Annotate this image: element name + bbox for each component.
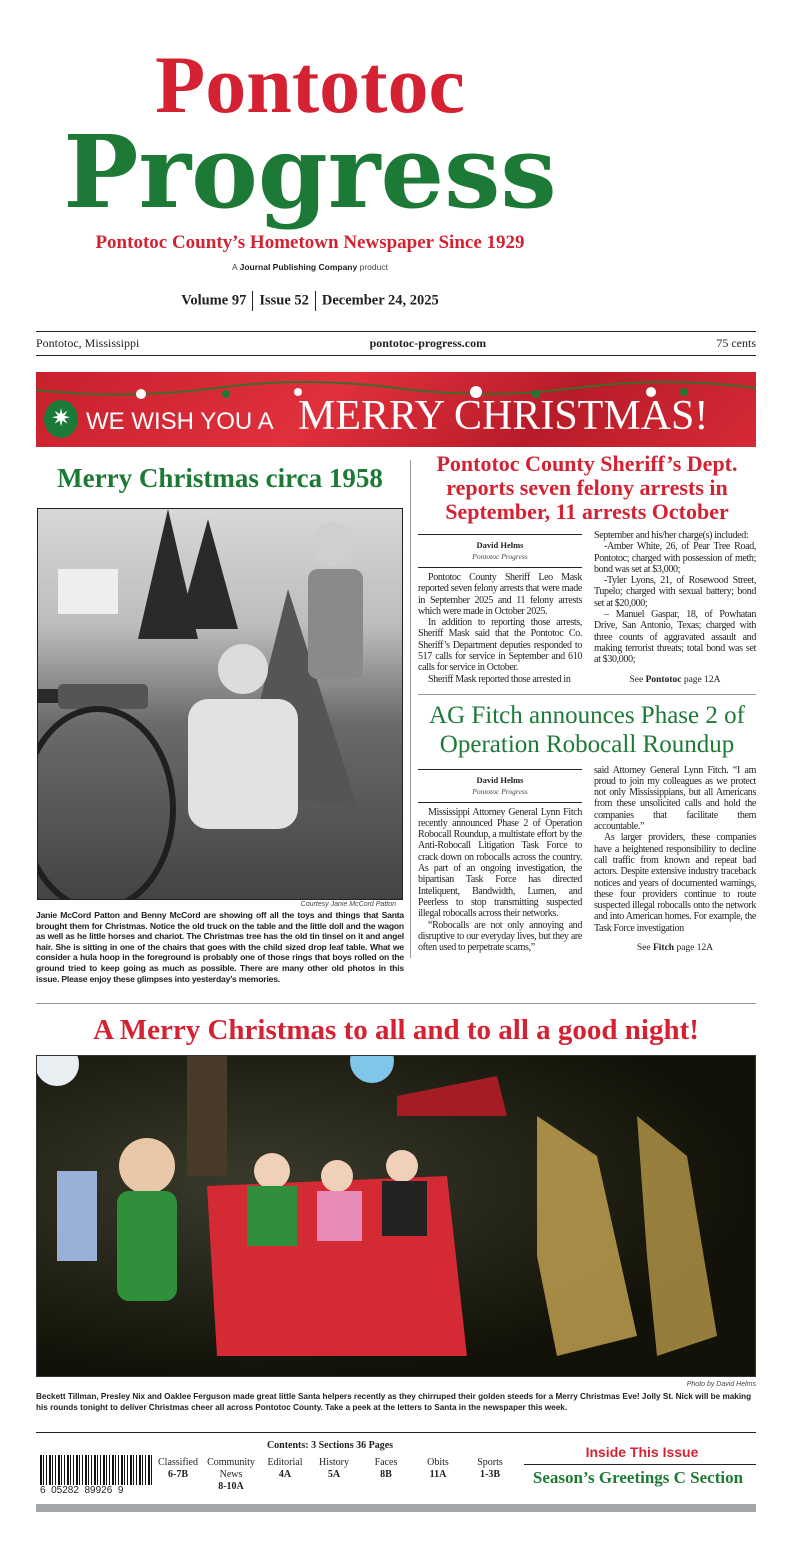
sheriff-body-col1 [418, 572, 582, 685]
feature-headline: Merry Christmas circa 1958 [57, 463, 383, 493]
paragraph: -Tyler Lyons, 21, of Rosewood Street, Tupelo; charged with sexual battery; bond set at $20,000; [594, 575, 756, 609]
jump-page: page 12A [676, 943, 714, 954]
jump-link[interactable] [594, 942, 756, 954]
toc-page: 11A [429, 1469, 447, 1480]
sheriff-col2 [594, 530, 756, 686]
robocall-col2 [594, 765, 756, 954]
jump-word: Pontotoc [645, 674, 682, 685]
divider [36, 355, 756, 356]
divider [524, 1464, 756, 1465]
paragraph: “Robocalls are not only annoying and disruptive to our everyday lives, but they are often used to perpetrate scams,” [418, 919, 582, 954]
toc-page: 8-10A [218, 1481, 244, 1492]
column-divider [410, 460, 411, 958]
divider [252, 291, 253, 311]
banner-wish-text: WE WISH YOU A [86, 408, 274, 435]
photo-image [37, 1056, 756, 1377]
publisher-name: Journal Publishing Company [239, 262, 358, 272]
paragraph: Mississippi Attorney General Lynn Fitch recently announced Phase 2 of Operation Robocall Roundup, a multistate effort by the Anti-Robocall Litigation Task Force to crack down on robocalls across the country. As part of an ongoing investigation, the bipartisan Task Force has directed Inteliquent, Bandwidth, Lumen, and Peerless to stop transmitting suspected illegal robocalls across their networks. [418, 806, 582, 920]
toc-page: 8B [380, 1469, 392, 1480]
toc-label: Classified [158, 1457, 198, 1468]
paragraph: – Manuel Gaspar, 18, of Powhatan Drive, San Antonio, Texas; charged with three counts of aggravated assault and making terrorist threats; total bond was set at $30,000; [594, 609, 756, 666]
inside-issue-title: Inside This Issue [585, 1444, 699, 1460]
author: David Helms [476, 774, 524, 785]
paragraph: -Amber White, 26, of Pear Tree Road, Pontotoc; charged with possession of meth; bond was set at $3,000; [594, 541, 756, 575]
robocall-body-col2 [594, 765, 756, 934]
paragraph: Pontotoc County Sheriff Leo Mask reported seven felony arrests that were made in September 2025 and 11 felony arrests which were made in October 2025. [418, 572, 582, 617]
jump-word: Fitch [652, 943, 675, 954]
sleigh-photo [36, 1055, 756, 1377]
toc-item[interactable] [204, 1457, 258, 1493]
divider [36, 331, 756, 332]
outlet: Pontotoc Progress [472, 786, 528, 796]
toc-label: Faces [374, 1457, 398, 1468]
website-link[interactable]: pontotoc-progress.com [369, 336, 487, 350]
outlet: Pontotoc Progress [472, 552, 528, 561]
vintage-christmas-photo [37, 508, 403, 900]
robocall-article [418, 765, 756, 954]
paragraph: In addition to reporting those arrests, Sheriff Mask said that the Pontotoc Co. Sheriff’s Department deputies responded to 517 calls for service in September and 610 calls for service in October. [418, 617, 582, 674]
byline [418, 769, 582, 803]
volume-number: Volume 97 [181, 292, 247, 309]
masthead-title-top: Pontotoc [155, 39, 465, 130]
issue-date: December 24, 2025 [321, 292, 439, 309]
toc-label: Obits [427, 1457, 449, 1468]
barcode-digits: 6 05282 89926 9 [40, 1485, 124, 1496]
location: Pontotoc, Mississippi [36, 336, 140, 350]
toc-item[interactable] [420, 1457, 456, 1481]
photo-credit: Courtesy Janie McCord Patton [300, 901, 396, 908]
sheriff-headline[interactable]: Pontotoc County Sheriff’s Dept. reports seven felony arrests in September, 11 arrests October [436, 451, 738, 524]
publisher-suffix: product [359, 262, 388, 272]
author: David Helms [476, 540, 524, 550]
location-row [36, 336, 756, 351]
robocall-headline[interactable]: AG Fitch announces Phase 2 of Operation Robocall Roundup [429, 701, 745, 758]
divider [315, 291, 316, 311]
toc-label: Sports [477, 1457, 503, 1468]
inside-issue-item[interactable]: Season’s Greetings C Section [532, 1468, 744, 1487]
photo-caption: Janie McCord Patton and Benny McCord are showing off all the toys and things that Santa brought them for Christmas. Notice the old truck on the table and the little doll and the wagon as well as he little horses and chariot. The Christmas tree has the old tin tinsel on it and angel hair. She is sitting in one of the chairs that goes with the child sized drop leaf table. What we consider a hula hoop in the foreground is probably one of those rings that boys rolled on the ground tried to keep going as much as possible. There are many other old photos in this issue. Please enjoy these glimpses into yesterday’s memories. [36, 910, 404, 984]
issue-info [60, 291, 560, 311]
masthead-tagline: Pontotoc County’s Hometown Newspaper Since 1929 [95, 232, 525, 253]
toc-item[interactable] [262, 1457, 308, 1481]
toc-label: Editorial [267, 1457, 303, 1468]
christmas-banner [36, 372, 756, 447]
issue-number: Issue 52 [259, 292, 309, 309]
ornament-star-icon: ✷ [44, 400, 78, 438]
divider [36, 1003, 756, 1004]
footer-bar [36, 1504, 756, 1512]
jump-link[interactable] [594, 674, 756, 686]
toc-label: History [319, 1457, 349, 1468]
publisher-line [60, 262, 560, 272]
divider [418, 694, 756, 695]
barcode [40, 1455, 152, 1495]
sheriff-body-col2 [594, 530, 756, 666]
masthead-title-bottom: Progress [63, 113, 557, 231]
divider [36, 1432, 756, 1433]
toc-item[interactable] [312, 1457, 356, 1481]
right-column [418, 452, 756, 954]
jump-page: page 12A [683, 674, 721, 685]
lead-headline: A Merry Christmas to all and to all a good night! [93, 1014, 699, 1046]
publisher-prefix: A [232, 262, 238, 272]
contents-summary: Contents: 3 Sections 36 Pages [266, 1440, 394, 1451]
photo-caption: Beckett Tillman, Presley Nix and Oaklee Ferguson made great little Santa helpers recently as they chirruped their golden steeds for a Merry Christmas Eve! Jolly St. Nick will be making his rounds tonight to deliver Christmas cheer all across Pontotoc County. Take a peek at the letters to Santa in the newspaper this week. [36, 1392, 752, 1412]
byline [418, 534, 582, 568]
price: 75 cents [716, 336, 756, 350]
toc-page: 1-3B [480, 1469, 500, 1480]
barcode-bars [40, 1455, 152, 1485]
paragraph: said Attorney General Lynn Fitch. “I am proud to join my colleagues as we protect not only Mississippians, but all Americans from these unsolicited calls and hold the companies that facilitate them accountable.” [594, 764, 756, 833]
paragraph: As larger providers, these companies have a heightened responsibility to decline call traffic from known and repeat bad actors. Despite extensive industry traceback notices and years of documented warnings, these four providers continue to route suspected illegal robocalls onto the network and into American homes. For example, the Task Force investigation [594, 832, 756, 934]
jump-prefix: See [629, 674, 644, 685]
toc-label: Community News [207, 1457, 255, 1480]
toc-item[interactable] [470, 1457, 510, 1481]
banner-merry-text: MERRY CHRISTMAS! [298, 393, 709, 439]
toc-page: 6-7B [168, 1469, 188, 1480]
photo-image [38, 509, 403, 900]
toc-item[interactable] [366, 1457, 406, 1481]
sheriff-col1 [418, 530, 582, 686]
robocall-body-col1 [418, 807, 582, 954]
sheriff-article [418, 530, 756, 686]
jump-prefix: See [636, 943, 651, 954]
toc-page: 4A [278, 1469, 292, 1480]
paragraph: September and his/her charge(s) included: [594, 530, 749, 541]
paragraph: Sheriff Mask reported those arrested in [428, 673, 571, 685]
robocall-col1 [418, 765, 582, 954]
toc-page: 5A [327, 1469, 341, 1480]
photo-credit: Photo by David Helms [686, 1381, 756, 1388]
toc-item[interactable] [156, 1457, 200, 1481]
